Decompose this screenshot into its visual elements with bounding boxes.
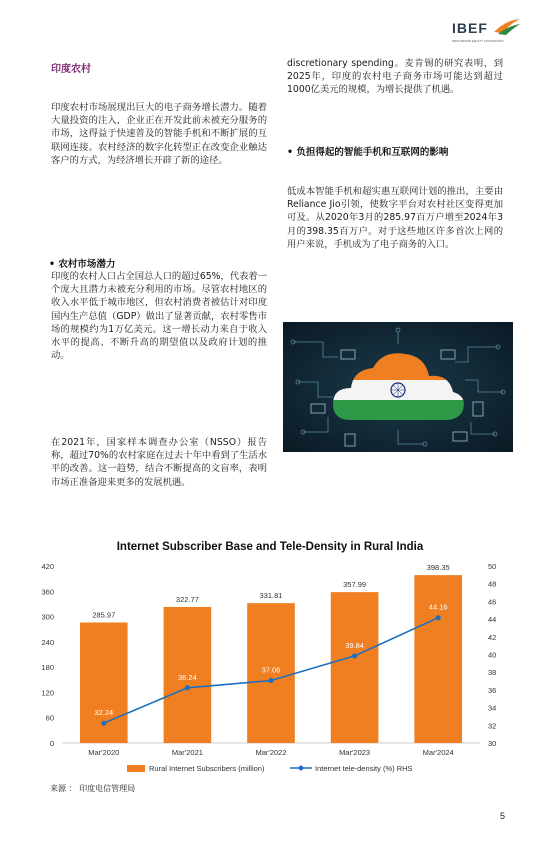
logo-text: IBEF xyxy=(452,20,488,36)
y-left-tick-label: 240 xyxy=(41,637,54,647)
line-data-label: 32.24 xyxy=(94,708,114,718)
bullet-heading-smartphone-impact: • 负担得起的智能手机和互联网的影响 xyxy=(287,147,449,158)
legend-bar-label: Rural Internet Subscribers (million) xyxy=(149,764,265,773)
y-left-tick-label: 0 xyxy=(49,739,54,748)
logo-swoosh-icon xyxy=(492,18,522,36)
bar-data-label: 357.99 xyxy=(343,580,367,590)
legend-bar-swatch xyxy=(127,765,145,772)
y-right-tick-label: 46 xyxy=(488,597,497,607)
line-data-label: 36.24 xyxy=(178,672,197,682)
y-left-tick-label: 360 xyxy=(41,587,54,597)
bar-data-label: 398.35 xyxy=(426,563,450,573)
y-right-tick-label: 48 xyxy=(488,579,497,589)
x-tick-label: Mar'2022 xyxy=(255,748,287,757)
y-left-tick-label: 180 xyxy=(41,663,54,673)
y-left-tick-label: 420 xyxy=(41,562,54,571)
bullet-heading-rural-potential: • 农村市场潜力 xyxy=(49,259,116,270)
bar-data-label: 322.77 xyxy=(175,594,199,604)
section-title: 印度农村 xyxy=(51,64,91,75)
y-right-tick-label: 50 xyxy=(488,562,497,571)
line-point xyxy=(185,685,190,690)
y-right-tick-label: 34 xyxy=(488,703,497,713)
x-tick-label: Mar'2020 xyxy=(88,748,120,757)
y-right-tick-label: 36 xyxy=(488,685,497,695)
y-left-tick-label: 60 xyxy=(45,713,54,723)
y-right-tick-label: 42 xyxy=(488,632,497,642)
y-right-tick-label: 32 xyxy=(488,721,497,731)
smartphone-paragraph: 低成本智能手机和超实惠互联网计划的推出，主要由Reliance Jio引领，使数字平台对农村社区变得更加可及。从2020年3月的285.97百万户增至2024年3月的398.35百万户。对于这些地区许多首次上网的用户来说，手机成为了电子商务的入口。 xyxy=(287,186,503,250)
chart-title: Internet Subscriber Base and Tele-Density in Rural India xyxy=(116,541,424,553)
x-tick-label: Mar'2023 xyxy=(339,748,371,757)
legend-line-label: Internet tele-density (%) RHS xyxy=(315,764,413,773)
line-point xyxy=(268,678,273,683)
bar xyxy=(414,575,462,743)
y-left-tick-label: 300 xyxy=(41,612,54,622)
y-left-tick-label: 120 xyxy=(41,688,54,698)
india-cloud-illustration xyxy=(283,322,513,452)
y-right-tick-label: 40 xyxy=(488,650,497,660)
x-tick-label: Mar'2024 xyxy=(422,748,454,757)
continuation-paragraph: discretionary spending。麦肯锡的研究表明，到2025年，印度的农村电子商务市场可能达到超过1000亿美元的规模，为增长提供了机遇。 xyxy=(287,58,503,96)
logo-subtitle: INDIA BRAND EQUITY FOUNDATION xyxy=(452,39,504,43)
page-number: 5 xyxy=(500,811,506,821)
y-right-tick-label: 44 xyxy=(488,615,497,625)
bar xyxy=(331,592,379,743)
nsso-paragraph: 在2021年，国家样本调查办公室（NSSO）报告称，超过70%的农村家庭在过去十年中看到了生活水平的改善。这一趋势，结合不断提高的文盲率，表明市场正准备迎来更多的发展机遇。 xyxy=(51,437,267,488)
x-tick-label: Mar'2021 xyxy=(171,748,203,757)
line-data-label: 44.16 xyxy=(428,602,448,612)
line-data-label: 39.84 xyxy=(345,640,364,650)
intro-paragraph: 印度农村市场展现出巨大的电子商务增长潜力。随着大量投资的注入，企业正在开发此前未被充分服务的市场，这得益于快速普及的智能手机和不断扩展的互联网连接。农村经济的数字化转型正在改变企业触达客户的方式，为经济增长开辟了新的途径。 xyxy=(51,102,267,166)
line-data-label: 37.06 xyxy=(261,665,281,675)
bar-data-label: 285.97 xyxy=(92,610,116,620)
line-point xyxy=(436,615,441,620)
rural-potential-paragraph: 印度的农村人口占全国总人口的超过65%，代表着一个庞大且潜力未被充分利用的市场。尽管农村地区的收入水平低于城市地区，但农村消费者被估计对印度国内生产总值（GDP）做出了显著贡献，农村零售市场的规模约为1万亿美元。这一增长动力来自于收入水平的提高、不断升高的期望值以及政府计划的推动。 xyxy=(51,271,267,362)
bar-data-label: 331.81 xyxy=(259,591,283,601)
line-point xyxy=(101,721,106,726)
chart-source: 来源 ： 印度电信管理局 xyxy=(50,784,136,793)
subscriber-chart xyxy=(0,556,540,786)
ibef-logo xyxy=(452,18,522,48)
line-point xyxy=(352,653,357,658)
y-right-tick-label: 30 xyxy=(488,739,497,748)
y-right-tick-label: 38 xyxy=(488,668,497,678)
legend-line-marker xyxy=(299,766,304,771)
